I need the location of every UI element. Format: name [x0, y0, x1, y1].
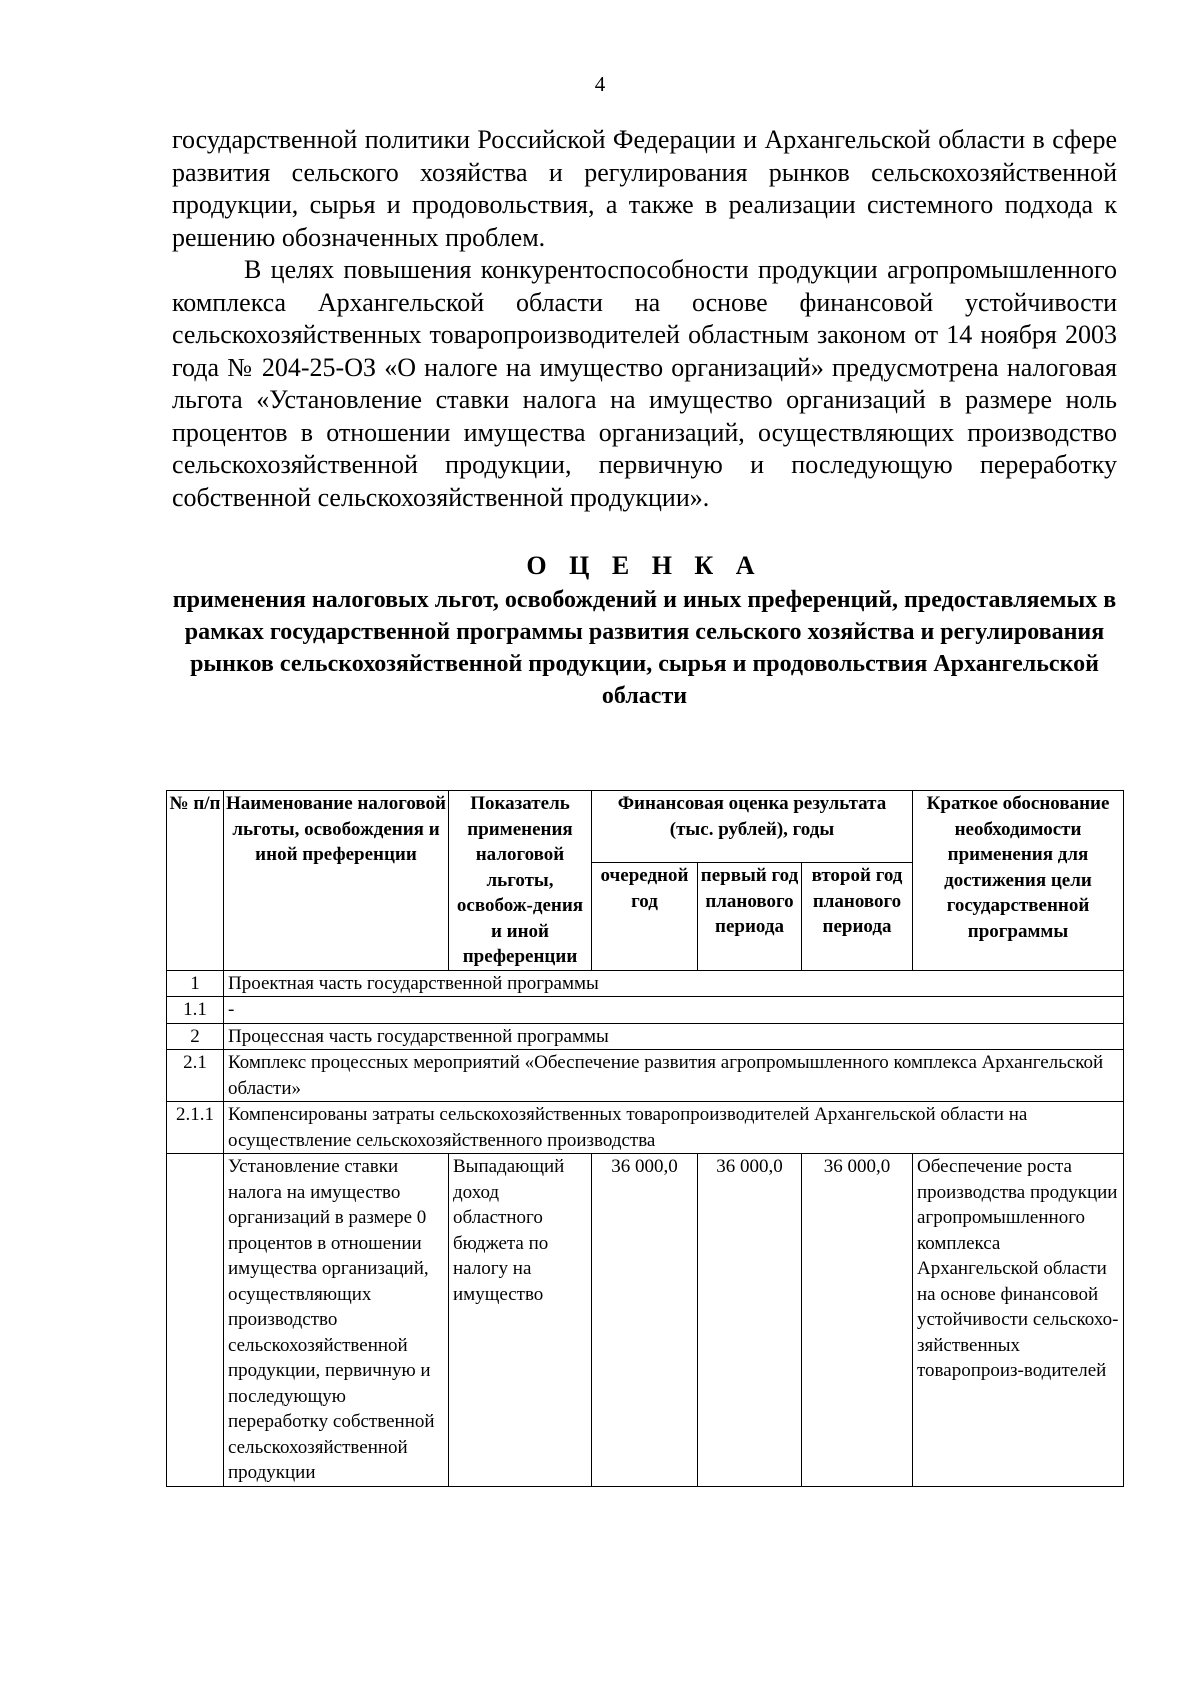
row-num: 2: [167, 1023, 224, 1050]
row-text: -: [224, 997, 1124, 1024]
heading-title: О Ц Е Н К А: [526, 551, 763, 580]
row-text: Комплекс процессных мероприятий «Обеспечение развития агропромышленного комплекса Архангельской области»: [224, 1050, 1124, 1102]
body-text: [172, 124, 1117, 514]
table-row: [167, 1102, 1124, 1154]
row-num: 1.1: [167, 997, 224, 1024]
row-num: 1: [167, 970, 224, 997]
table-row: [167, 1050, 1124, 1102]
cell-next-year: 36 000,0: [592, 1154, 698, 1487]
cell-indicator: Выпадающий доход областного бюджета по налогу на имущество: [449, 1154, 592, 1487]
paragraph-2: В целях повышения конкурентоспособности продукции агропромышленного комплекса Архангельской области на основе финансовой устойчивости сельскохозяйственных товаропроизводителей областным законом от 14 ноября 2003 года № 204-25-ОЗ «О налоге на имущество организаций» предусмотрена налоговая льгота «Установление ставки налога на имущество организаций в размере ноль процентов в отношении имущества организаций, осуществляющих производство сельскохозяйственной продукции, первичную и последующую переработку собственной сельскохозяйственной продукции».: [172, 255, 1117, 512]
row-num: 2.1: [167, 1050, 224, 1102]
header-indicator: Показатель применения налоговой льготы, освобож-дения и иной преференции: [449, 791, 592, 971]
header-financial: Финансовая оценка результата (тыс. рублей), годы: [592, 791, 913, 863]
header-first-year: первый год планового периода: [698, 863, 802, 970]
header-justification: Краткое обоснование необходимости применения для достижения цели государственной программы: [913, 791, 1124, 971]
table-row-data: [167, 1154, 1124, 1487]
paragraph-1: государственной политики Российской Федерации и Архангельской области в сфере развития сельского хозяйства и регулирования рынков сельскохозяйственной продукции, сырья и продовольствия, а также в реализации системного подхода к решению обозначенных проблем.: [172, 125, 1117, 252]
row-num: 2.1.1: [167, 1102, 224, 1154]
page-number: 4: [594, 72, 606, 96]
heading-subtitle: применения налоговых льгот, освобождений и иных преференций, предоставляемых в рамках государственной программы развития сельского хозяйства и регулирования рынков сельскохозяйственной продукции, сырья и продовольствия Архангельской области: [172, 587, 1117, 709]
table-row: [167, 1023, 1124, 1050]
row-text: Компенсированы затраты сельскохозяйственных товаропроизводителей Архангельской области на осуществление сельскохозяйственного производства: [224, 1102, 1124, 1154]
cell-second-year: 36 000,0: [802, 1154, 913, 1487]
header-num: № п/п: [167, 791, 224, 971]
header-next-year: очередной год: [592, 863, 698, 970]
table-row: [167, 970, 1124, 997]
cell-benefit-name: Установление ставки налога на имущество организаций в размере 0 процентов в отношении имущества организаций, осуществляющих производство сельскохозяйственной продукции, первичную и последующую переработку собственной сельскохозяйственной продукции: [224, 1154, 449, 1487]
row-text: Процессная часть государственной программы: [224, 1023, 1124, 1050]
evaluation-table: [166, 790, 1124, 1487]
header-second-year: второй год планового периода: [802, 863, 913, 970]
row-num: [167, 1154, 224, 1487]
header-row: [167, 791, 1124, 863]
header-name: Наименование налоговой льготы, освобождения и иной преференции: [224, 791, 449, 971]
section-heading: [172, 548, 1117, 712]
row-text: Проектная часть государственной программы: [224, 970, 1124, 997]
cell-first-year: 36 000,0: [698, 1154, 802, 1487]
cell-justification: Обеспечение роста производства продукции агропромышленного комплекса Архангельской области на основе финансовой устойчивости сельскохо-зяйственных товаропроиз-водителей: [913, 1154, 1124, 1487]
table-row: [167, 997, 1124, 1024]
